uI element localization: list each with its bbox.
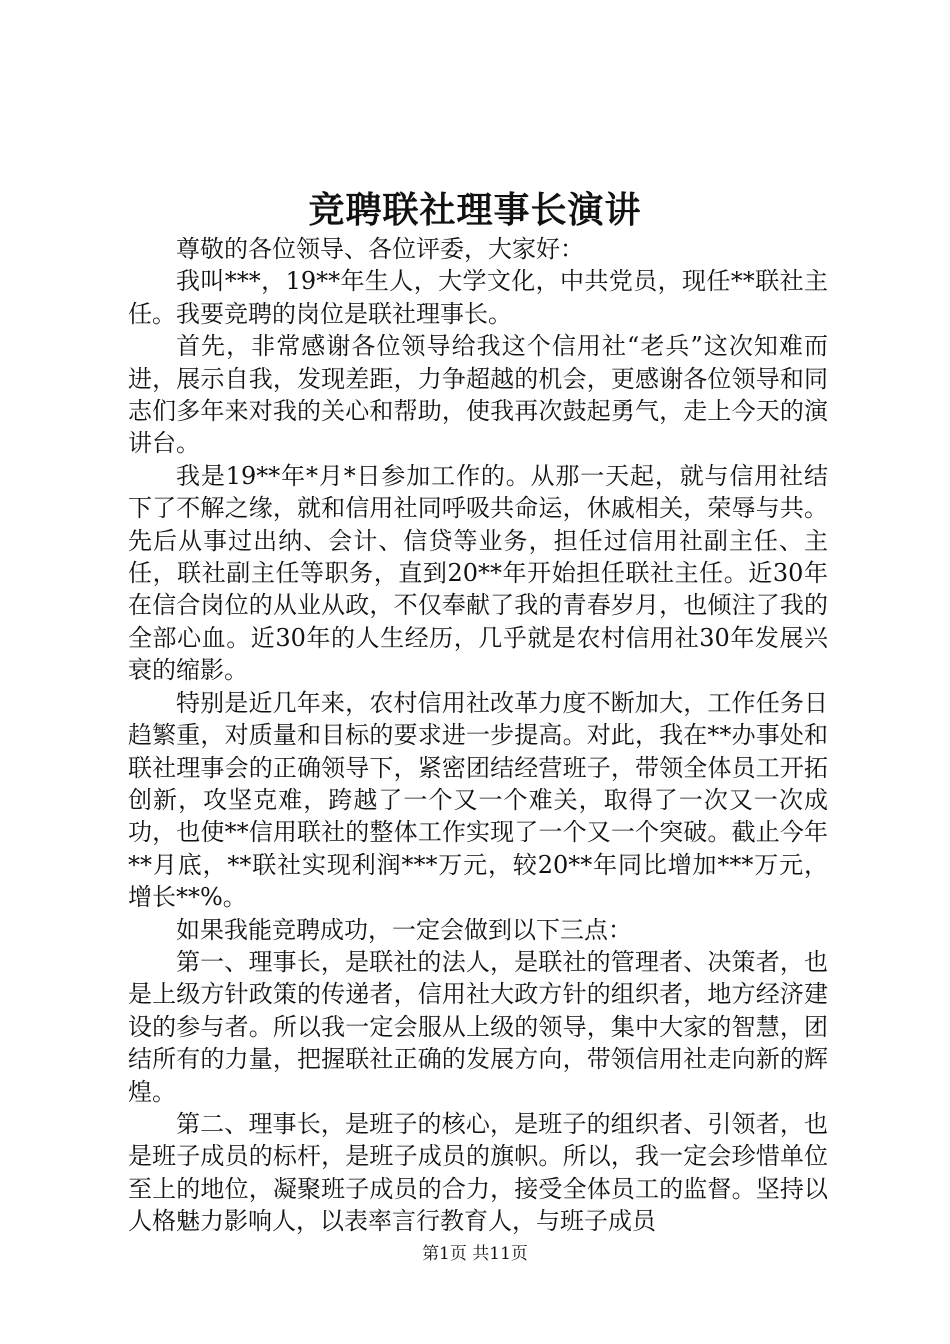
document-body bbox=[128, 233, 828, 1238]
page-number-footer: 第1页 共11页 bbox=[422, 1244, 528, 1264]
document-title: 竞聘联社理事长演讲 bbox=[308, 189, 642, 231]
paragraph-point-two: 第二、理事长，是班子的核心，是班子的组织者、引领者，也是班子成员的标杆，是班子成员的旗帜。所以，我一定会珍惜单位至上的地位，凝聚班子成员的合力，接受全体员工的监督。坚持以人格魅力影响人，以表率言行教育人，与班子成员 bbox=[128, 1109, 828, 1236]
paragraph-achievements: 特别是近几年来，农村信用社改革力度不断加大，工作任务日趋繁重，对质量和目标的要求进一步提高。对此，我在**办事处和联社理事会的正确领导下，紧密团结经营班子，带领全体员工开拓创新，攻坚克难，跨越了一个又一个难关，取得了一次又一次成功，也使**信用联社的整体工作实现了一个又一个突破。截止今年**月底，**联社实现利润***万元，较20**年同比增加***万元，增长**%。 bbox=[128, 688, 828, 912]
paragraph-greeting: 尊敬的各位领导、各位评委，大家好： bbox=[176, 235, 584, 263]
paragraph-introduction: 我叫***，19**年生人，大学文化，中共党员，现任**联社主任。我要竞聘的岗位是联社理事长。 bbox=[128, 267, 828, 328]
paragraph-thanks: 首先，非常感谢各位领导给我这个信用社“老兵”这次知难而进，展示自我，发现差距，力争超越的机会，更感谢各位领导和同志们多年来对我的关心和帮助，使我再次鼓起勇气，走上今天的演讲台。 bbox=[128, 332, 828, 458]
paragraph-commitment-intro: 如果我能竞聘成功，一定会做到以下三点： bbox=[176, 915, 632, 944]
paragraph-career: 我是19**年*月*日参加工作的。从那一天起，就与信用社结下了不解之缘，就和信用社同呼吸共命运，休戚相关，荣辱与共。先后从事过出纳、会计、信贷等业务，担任过信用社副主任、主任，联社副主任等职务，直到20**年开始担任联社主任。近30年在信合岗位的从业从政，不仅奉献了我的青春岁月，也倾注了我的全部心血。近30年的人生经历，几乎就是农村信用社30年发展兴衰的缩影。 bbox=[128, 461, 828, 685]
paragraph-point-one: 第一、理事长，是联社的法人，是联社的管理者、决策者，也是上级方针政策的传递者，信用社大政方针的组织者，地方经济建设的参与者。所以我一定会服从上级的领导，集中大家的智慧，团结所有的力量，把握联社正确的发展方向，带领信用社走向新的辉煌。 bbox=[128, 947, 828, 1106]
